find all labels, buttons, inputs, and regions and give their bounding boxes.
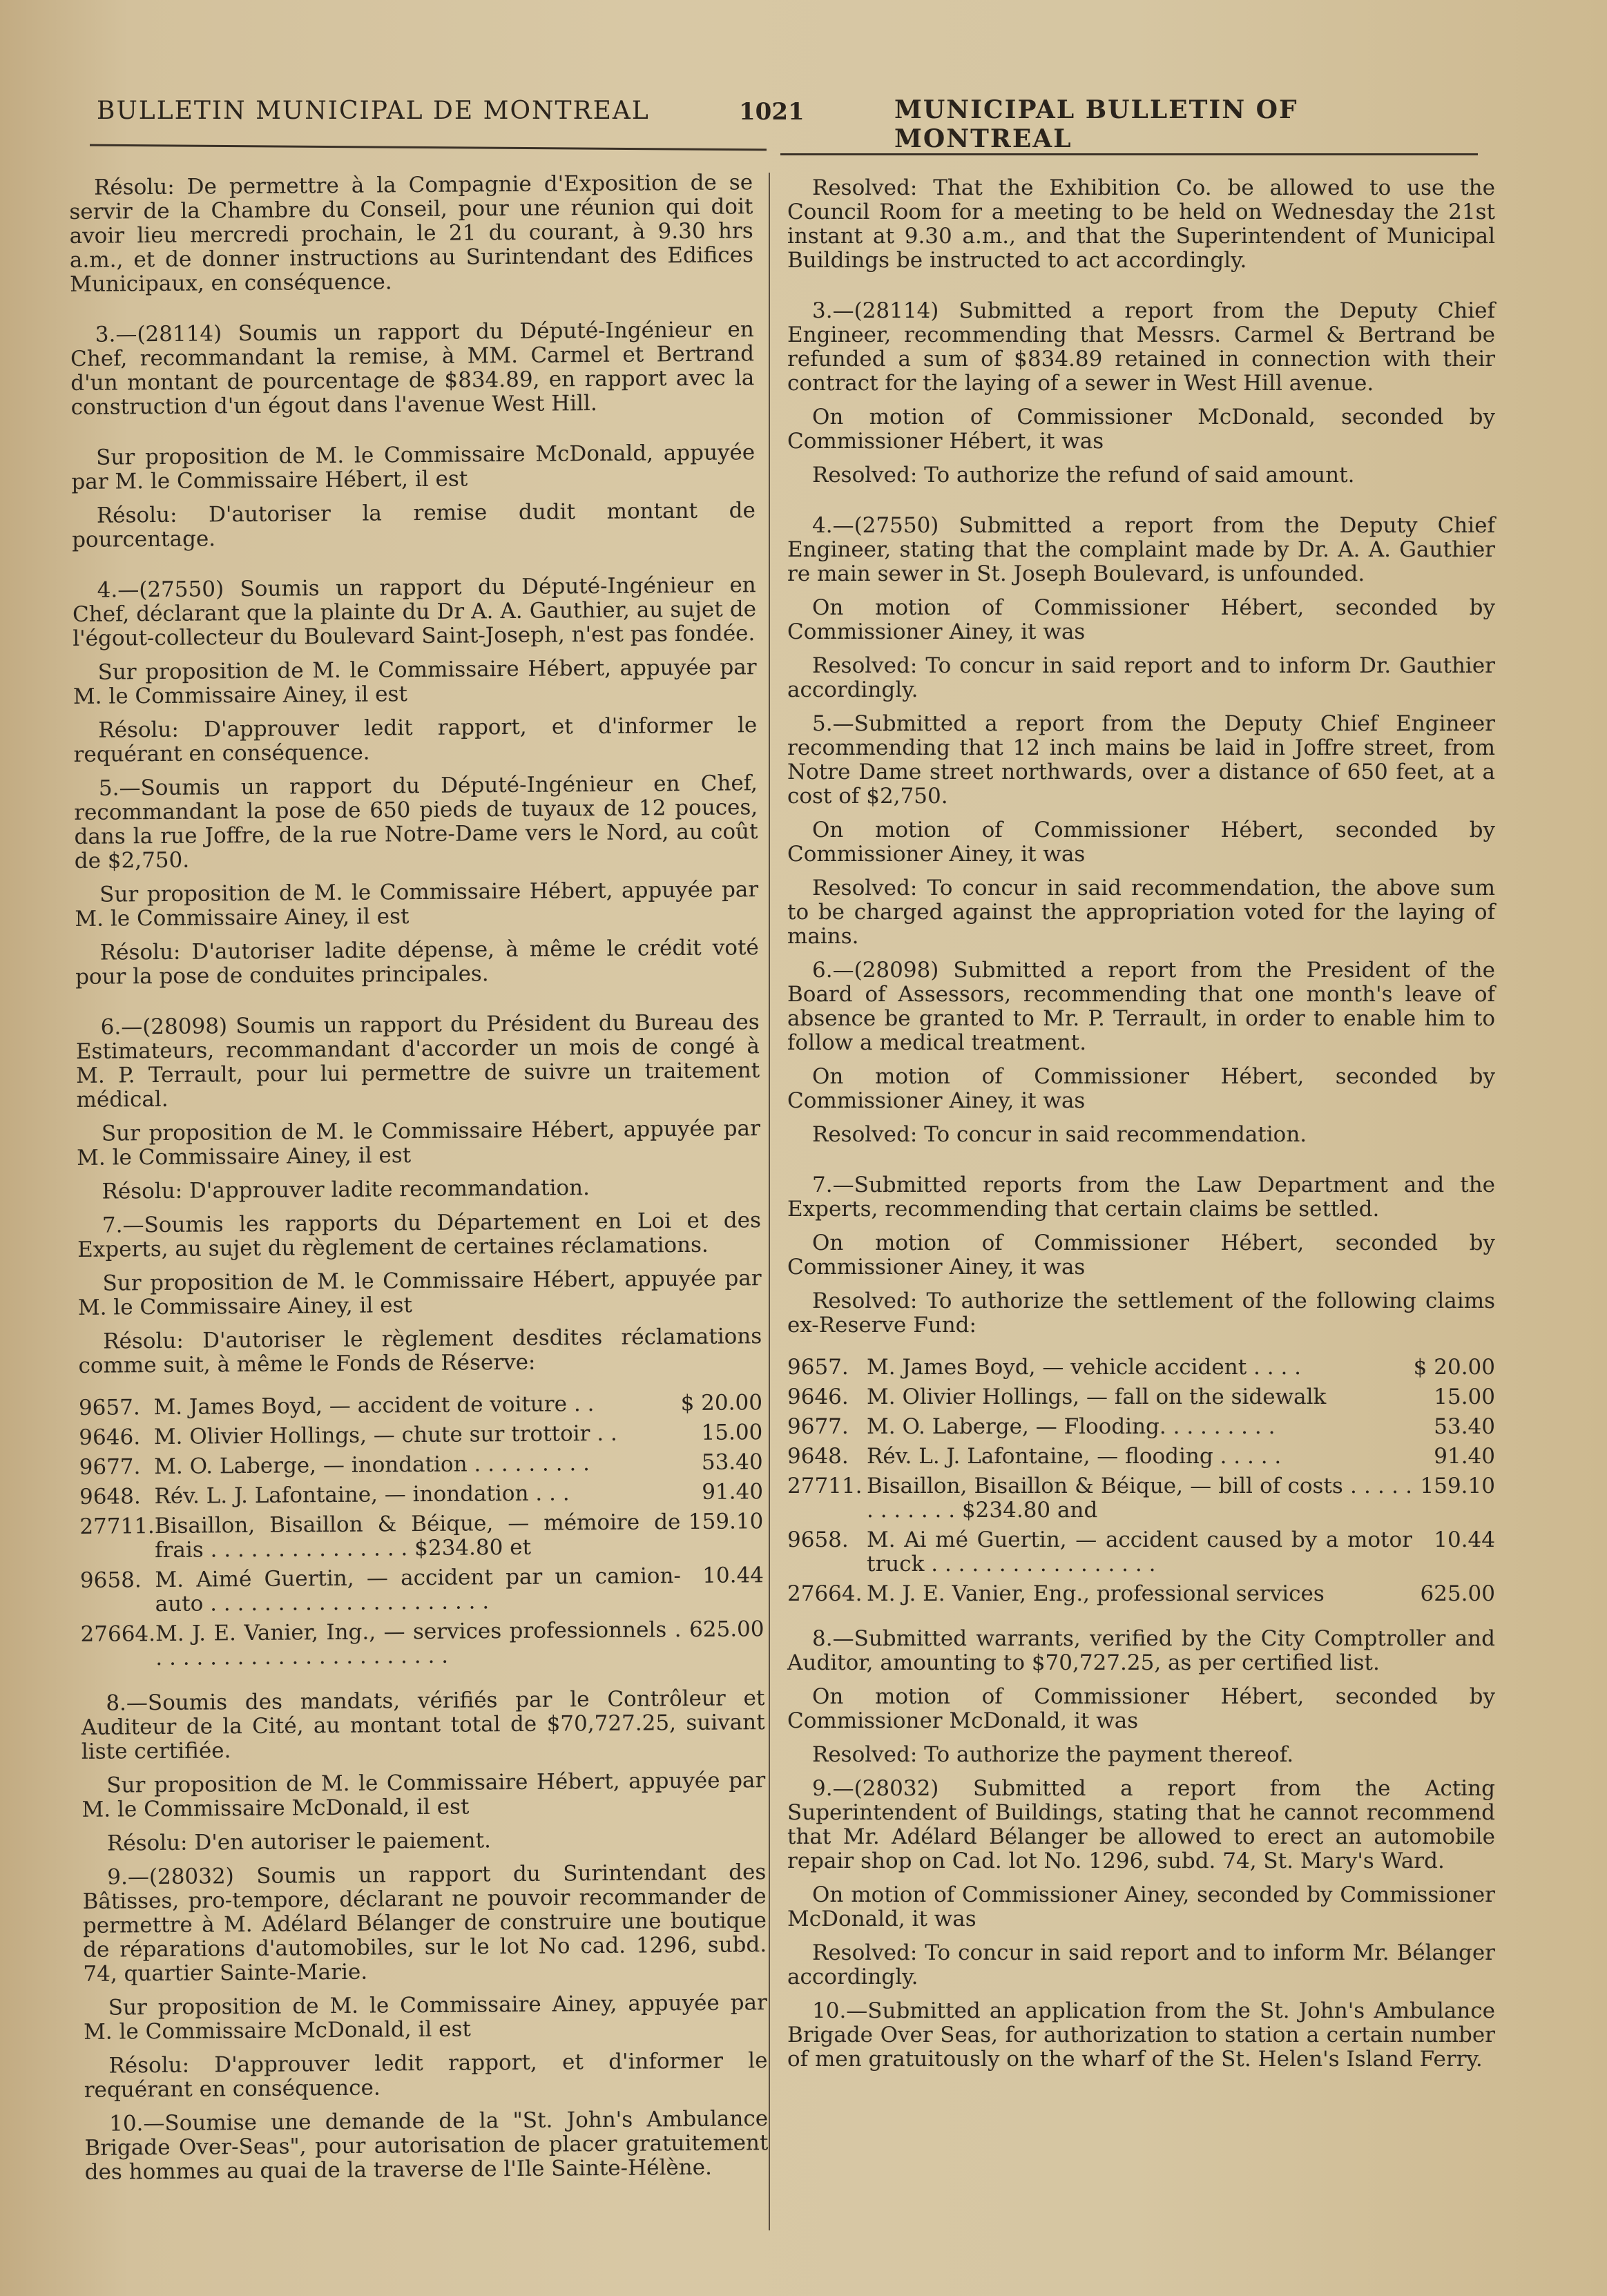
claim-description: Rév. L. J. Lafontaine, — inondation . . . — [154, 1480, 570, 1509]
table-row — [787, 1525, 1495, 1579]
en-resolution: Resolved: To concur in said report and to inform Mr. Bélanger accordingly. — [787, 1940, 1495, 1989]
claim-amount: 15.00 — [1434, 1385, 1495, 1409]
fr-item-5: 5.—Soumis un rapport du Député-Ingénieur en Chef, recommandant la pose de 650 pieds de tuyaux de 12 pouces, dans la rue Joffre, de la rue Notre-Dame vers le Nord, au coût de $2,750. — [74, 771, 758, 874]
claim-number: 27711. — [79, 1514, 155, 1539]
en-item-9: 9.—(28032) Submitted a report from the Acting Superintendent of Buildings, stating that he cannot recommend that Mr. Adélard Bélanger be allowed to erect an automobile repair shop on Cad. lot No. 1296, subd. 74, St. Mary's Ward. — [787, 1776, 1495, 1873]
claim-number: 27664. — [787, 1581, 863, 1606]
english-column — [787, 176, 1495, 2081]
claim-amount: 91.40 — [702, 1479, 764, 1505]
en-item-6: 6.—(28098) Submitted a report from the President of the Board of Assessors, recommending that one month's leave of absence be granted to Mr. P. Terrault, in order to enable him to follow a medical treatment. — [787, 958, 1495, 1055]
claim-description: M. J. E. Vanier, Eng., professional services — [867, 1581, 1325, 1606]
table-row — [79, 1447, 763, 1483]
claim-amount: 53.40 — [701, 1449, 763, 1475]
claim-amount: 53.40 — [1434, 1414, 1495, 1439]
en-item-8: 8.—Submitted warrants, verified by the City Comptroller and Auditor, amounting to $70,727.25, as per certified list. — [787, 1626, 1495, 1675]
fr-motion: Sur proposition de M. le Commissaire Hébert, appuyée par M. le Commissaire Ainey, il est — [77, 1116, 761, 1170]
claim-number: 9646. — [787, 1385, 849, 1409]
fr-item-8: 8.—Soumis des mandats, vérifiés par le Contrôleur et Auditeur de la Cité, au montant total de $70,727.25, suivant liste certifiée. — [81, 1686, 765, 1764]
en-resolution: Resolved: To authorize the payment thereof. — [812, 1742, 1294, 1767]
fr-motion: Sur proposition de M. le Commissaire Hébert, appuyée par M. le Commissaire McDonald, il est — [81, 1768, 766, 1822]
claim-description: M. James Boyd, — vehicle accident . . . . — [867, 1355, 1302, 1380]
claim-number: 9648. — [787, 1444, 849, 1469]
header-rule-right — [780, 153, 1478, 155]
table-row — [79, 1477, 763, 1512]
page-number: 1021 — [739, 98, 805, 126]
fr-item-3: 3.—(28114) Soumis un rapport du Député-Ingénieur en Chef, recommandant la remise, à MM. Carmel et Bertrand d'un montant de pourcentage de $834.89, en rapport avec la construction d'un égout dans l'avenue West Hill. — [70, 317, 755, 420]
en-resolution: Resolved: To concur in said recommendation, the above sum to be charged against the appropriation voted for the laying of mains. — [787, 876, 1495, 949]
table-row — [787, 1579, 1495, 1609]
claim-description: M. Aimé Guertin, — accident par un camion-auto . . . . . . . . . . . . . . . . . . . . . — [155, 1563, 682, 1617]
en-item-3: 3.—(28114) Submitted a report from the Deputy Chief Engineer, recommending that Messrs. Carmel & Bertrand be refunded a sum of $834.89 retained in connection with their contract for the laying of a sewer in West Hill avenue. — [787, 298, 1495, 396]
table-row — [787, 1442, 1495, 1472]
claim-number: 9646. — [79, 1425, 141, 1450]
en-motion: On motion of Commissioner Hébert, seconded by Commissioner McDonald, it was — [787, 1684, 1495, 1733]
table-row — [787, 1472, 1495, 1525]
fr-paragraph: Résolu: De permettre à la Compagnie d'Exposition de se servir de la Chambre du Conseil, pour une réunion qui doit avoir lieu mercredi prochain, le 21 du courant, à 9.30 hrs a.m., et de donner instructions au Surintendant des Edifices Municipaux, en conséquence. — [69, 170, 754, 297]
claim-number: 27664. — [80, 1621, 156, 1647]
header-french-title: BULLETIN MUNICIPAL DE MONTREAL — [97, 97, 650, 125]
claim-description: Rév. L. J. Lafontaine, — flooding . . . . . — [867, 1444, 1282, 1469]
claim-description: M. James Boyd, — accident de voiture . . — [153, 1391, 595, 1420]
en-motion: On motion of Commissioner McDonald, seconded by Commissioner Hébert, it was — [787, 405, 1495, 454]
fr-item-6: 6.—(28098) Soumis un rapport du Président du Bureau des Estimateurs, recommandant d'accorder un mois de congé à M. P. Terrault, pour lui permettre de suivre un traitement médical. — [75, 1010, 760, 1112]
claim-description: Bisaillon, Bisaillon & Béique, — bill of costs . . . . . . . . . . . . $234.80 and — [867, 1474, 1412, 1523]
claim-description: M. Ai mé Guertin, — accident caused by a motor truck . . . . . . . . . . . . . . . . . — [867, 1527, 1412, 1576]
claim-number: 9677. — [79, 1454, 141, 1480]
claim-amount: 10.44 — [1434, 1527, 1495, 1552]
header-rule-left — [90, 144, 767, 151]
en-resolution: Resolved: To authorize the settlement of the following claims ex-Reserve Fund: — [787, 1289, 1495, 1338]
claim-description: M. O. Laberge, — Flooding. . . . . . . . . — [867, 1414, 1276, 1439]
en-resolution: Resolved: To concur in said report and to inform Dr. Gauthier accordingly. — [787, 653, 1495, 702]
claim-amount: 15.00 — [701, 1420, 763, 1445]
column-divider — [769, 173, 770, 2230]
claim-amount: 625.00 — [689, 1617, 764, 1643]
fr-resolution: Résolu: D'approuver ledit rapport, et d'informer le requérant en conséquence. — [73, 713, 758, 767]
claim-number: 9658. — [787, 1527, 849, 1552]
fr-motion: Sur proposition de M. le Commissaire Ainey, appuyée par M. le Commissaire McDonald, il est — [83, 1990, 767, 2045]
claim-amount: 159.10 — [1420, 1474, 1495, 1498]
page-header — [90, 90, 1478, 153]
en-motion: On motion of Commissioner Hébert, seconded by Commissioner Ainey, it was — [787, 1064, 1495, 1113]
table-row — [79, 1418, 762, 1453]
claim-description: M. O. Laberge, — inondation . . . . . . . . . — [154, 1451, 590, 1480]
claim-amount: 159.10 — [688, 1509, 764, 1535]
fr-motion: Sur proposition de M. le Commissaire Hébert, appuyée par M. le Commissaire Ainey, il est — [73, 655, 757, 709]
claim-amount: 91.40 — [1434, 1444, 1495, 1469]
table-row — [787, 1412, 1495, 1442]
en-item-7: 7.—Submitted reports from the Law Department and the Experts, recommending that certain claims be settled. — [787, 1173, 1495, 1222]
claim-number: 9657. — [787, 1355, 849, 1380]
en-paragraph: Resolved: That the Exhibition Co. be allowed to use the Council Room for a meeting to be held on Wednesday the 21st instant at 9.30 a.m., and that the Superintendent of Municipal Buildings be instructed to act accordingly. — [787, 175, 1495, 273]
claim-number: 9658. — [79, 1567, 142, 1593]
fr-item-4: 4.—(27550) Soumis un rapport du Député-Ingénieur en Chef, déclarant que la plainte du Dr A. A. Gauthier, au sujet de l'égout-collecteur du Boulevard Saint-Joseph, n'est pas fondée. — [72, 572, 757, 651]
en-item-5: 5.—Submitted a report from the Deputy Chief Engineer recommending that 12 inch mains be laid in Joffre street, from Notre Dame street northwards, over a distance of 650 feet, at a cost of $2,750. — [787, 711, 1495, 809]
fr-item-7: 7.—Soumis les rapports du Département en Loi et des Experts, au sujet du règlement de certaines réclamations. — [77, 1208, 762, 1262]
en-item-10: 10.—Submitted an application from the St. John's Ambulance Brigade Over Seas, for authorization to station a certain number of men gratuitously on the wharf of the St. Helen's Island Ferry. — [787, 1998, 1495, 2072]
fr-resolution: Résolu: D'approuver ledit rapport, et d'informer le requérant en conséquence. — [84, 2048, 768, 2103]
fr-motion: Sur proposition de M. le Commissaire Hébert, appuyée par M. le Commissaire Ainey, il est — [77, 1266, 762, 1320]
claim-description: M. Olivier Hollings, — chute sur trottoir . . — [153, 1420, 617, 1450]
claim-number: 27711. — [787, 1474, 863, 1498]
claim-description: M. Olivier Hollings, — fall on the sidewalk — [867, 1385, 1327, 1409]
fr-resolution: Résolu: D'autoriser ladite dépense, à même le crédit voté pour la pose de conduites principales. — [75, 935, 759, 990]
fr-item-10: 10.—Soumise une demande de la "St. John's Ambulance Brigade Over-Seas", pour autorisation de placer gratuitement des hommes au quai de la traverse de l'Ile Sainte-Hélène. — [84, 2106, 769, 2185]
en-motion: On motion of Commissioner Hébert, seconded by Commissioner Ainey, it was — [787, 818, 1495, 867]
claim-number: 9677. — [787, 1414, 849, 1439]
header-english-title: MUNICIPAL BULLETIN OF MONTREAL — [894, 95, 1298, 153]
table-row — [787, 1382, 1495, 1412]
en-resolution: Resolved: To concur in said recommendation. — [812, 1122, 1307, 1147]
table-row — [80, 1614, 764, 1674]
claim-description: Bisaillon, Bisaillon & Béique, — mémoire de frais . . . . . . . . . . . . . . . $234.80 et — [154, 1509, 681, 1563]
claim-description: M. J. E. Vanier, Ing., — services professionnels . . . . . . . . . . . . . . . . . . . . . . . — [155, 1617, 682, 1671]
en-claims-table — [787, 1353, 1495, 1609]
claim-amount: $ 20.00 — [680, 1390, 763, 1416]
fr-resolution: Résolu: D'en autoriser le paiement. — [106, 1828, 492, 1856]
fr-resolution: Résolu: D'approuver ladite recommandation. — [102, 1175, 590, 1204]
claim-amount: 625.00 — [1420, 1581, 1495, 1606]
en-motion: On motion of Commissioner Hébert, seconded by Commissioner Ainey, it was — [787, 595, 1495, 644]
fr-motion: Sur proposition de M. le Commissaire McDonald, appuyée par M. le Commissaire Hébert, il est — [71, 440, 756, 494]
claim-amount: 10.44 — [702, 1563, 764, 1588]
claim-number: 9648. — [79, 1484, 141, 1509]
en-resolution: Resolved: To authorize the refund of said amount. — [812, 463, 1355, 488]
en-motion: On motion of Commissioner Hébert, seconded by Commissioner Ainey, it was — [787, 1231, 1495, 1280]
fr-item-9: 9.—(28032) Soumis un rapport du Surintendant des Bâtisses, pro-tempore, déclarant ne pouvoir recommander de permettre à M. Adélard Bélanger de construire une boutique de réparations d'automobiles, sur le lot No cad. 1296, subd. 74, quartier Sainte-Marie. — [82, 1860, 767, 1987]
fr-claims-table — [79, 1388, 764, 1674]
claim-number: 9657. — [78, 1395, 140, 1420]
table-row — [79, 1507, 764, 1566]
fr-resolution: Résolu: D'autoriser le règlement desdites réclamations comme suit, à même le Fonds de Réserve: — [78, 1324, 762, 1378]
french-column — [69, 171, 769, 2194]
table-row — [80, 1561, 764, 1620]
fr-resolution: Résolu: D'autoriser la remise dudit montant de pourcentage. — [71, 498, 756, 552]
table-row — [787, 1353, 1495, 1382]
fr-motion: Sur proposition de M. le Commissaire Hébert, appuyée par M. le Commissaire Ainey, il est — [75, 877, 759, 932]
en-motion: On motion of Commissioner Ainey, seconded by Commissioner McDonald, it was — [787, 1882, 1495, 1931]
claim-amount: $ 20.00 — [1413, 1355, 1495, 1380]
en-item-4: 4.—(27550) Submitted a report from the Deputy Chief Engineer, stating that the complaint made by Dr. A. A. Gauthier re main sewer in St. Joseph Boulevard, is unfounded. — [787, 513, 1495, 586]
